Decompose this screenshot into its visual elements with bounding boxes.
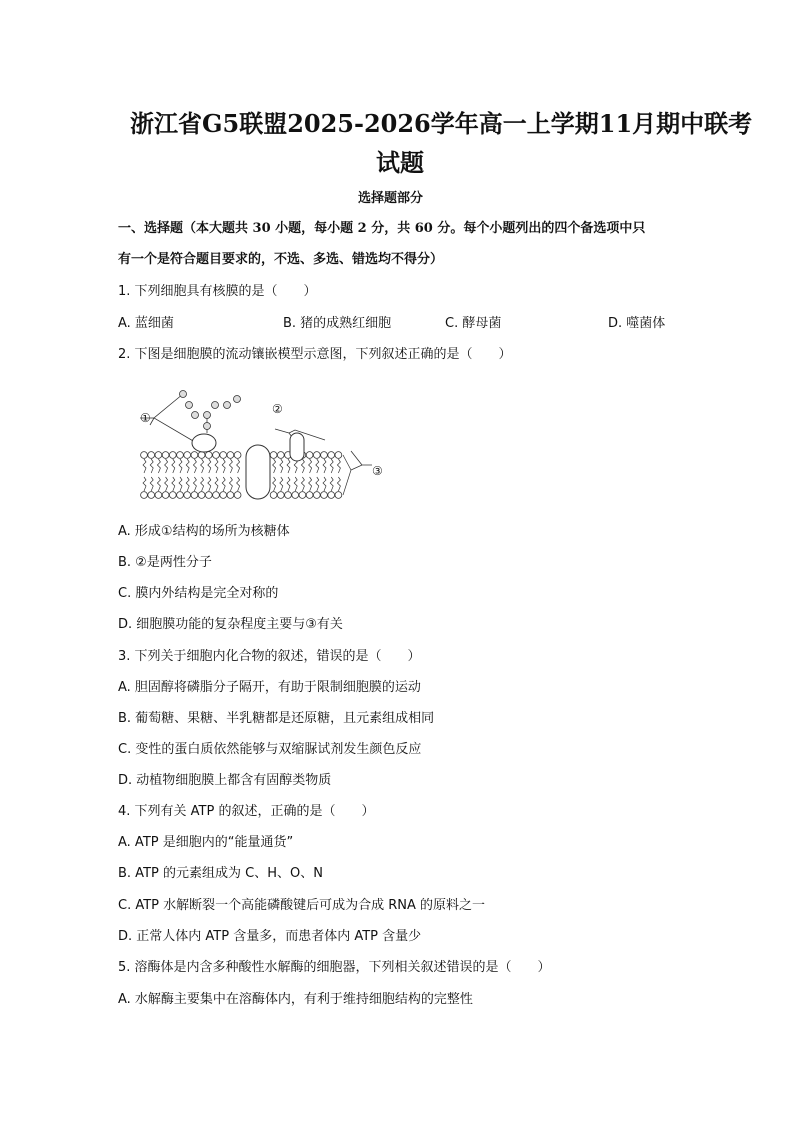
phospholipid-head	[141, 452, 148, 459]
phospholipid-tail	[193, 459, 196, 473]
phospholipid-tail	[165, 477, 168, 491]
phospholipid-tail	[201, 459, 204, 473]
phospholipid-head	[335, 452, 342, 459]
phospholipid-tail	[179, 477, 182, 491]
question-4-stem: 4. 下列有关 ATP 的叙述，正确的是（ ）	[118, 804, 375, 819]
phospholipid-tail	[215, 477, 218, 491]
phospholipid-tail	[301, 459, 304, 473]
phospholipid-head	[227, 452, 234, 459]
phospholipid-head	[177, 492, 184, 499]
phospholipid-head	[205, 492, 212, 499]
phospholipid-head	[299, 492, 306, 499]
instructions-line-1: 一、选择题（本大题共 30 小题，每小题 2 分，共 60 分。每个小题列出的四个备选项中只	[118, 221, 646, 236]
q1-option-c: C. 酵母菌	[445, 316, 502, 331]
phospholipid-head	[227, 492, 234, 499]
phospholipid-head	[306, 492, 313, 499]
label-3: ③	[372, 464, 383, 478]
phospholipid-head	[213, 492, 220, 499]
bilayer-bracket	[343, 455, 351, 495]
phospholipid-head	[234, 492, 241, 499]
peripheral-protein-shape	[290, 433, 304, 461]
phospholipid-head	[328, 492, 335, 499]
q4-option-c: C. ATP 水解断裂一个高能磷酸键后可成为合成 RNA 的原料之一	[118, 898, 486, 913]
phospholipid-head	[184, 452, 191, 459]
phospholipid-head	[277, 452, 284, 459]
phospholipid-tail	[208, 459, 211, 473]
question-1-stem: 1. 下列细胞具有核膜的是（ ）	[118, 284, 317, 299]
q4-option-d: D. 正常人体内 ATP 含量多，而患者体内 ATP 含量少	[118, 929, 422, 944]
q2-option-b: B. ②是两性分子	[118, 555, 212, 570]
phospholipid-head	[220, 492, 227, 499]
phospholipid-tail	[165, 459, 168, 473]
phospholipid-tail	[337, 477, 340, 491]
phospholipid-tail	[287, 477, 290, 491]
phospholipid-head	[198, 452, 205, 459]
phospholipid-tail	[186, 477, 189, 491]
phospholipid-tail	[222, 459, 225, 473]
phospholipid-tail	[323, 477, 326, 491]
q3-option-d: D. 动植物细胞膜上都含有固醇类物质	[118, 773, 332, 788]
phospholipid-head	[191, 452, 198, 459]
phospholipid-head	[148, 452, 155, 459]
phospholipid-tail	[294, 477, 297, 491]
glycoprotein-shape	[192, 434, 216, 452]
phospholipid-tail	[157, 459, 160, 473]
phospholipid-tail	[337, 459, 340, 473]
phospholipid-head	[148, 492, 155, 499]
phospholipid-head	[306, 452, 313, 459]
phospholipid-head	[198, 492, 205, 499]
q5-option-a: A. 水解酶主要集中在溶酶体内，有利于维持细胞结构的完整性	[118, 992, 473, 1007]
phospholipid-tail	[150, 459, 153, 473]
q4-option-a: A. ATP 是细胞内的“能量通货”	[118, 835, 294, 850]
phospholipid-tail	[150, 477, 153, 491]
phospholipid-tail	[309, 459, 312, 473]
phospholipid-head	[155, 452, 162, 459]
q2-option-a: A. 形成①结构的场所为核糖体	[118, 524, 290, 539]
q1-option-d: D. 噬菌体	[608, 316, 666, 331]
question-3-stem: 3. 下列关于细胞内化合物的叙述，错误的是（ ）	[118, 649, 421, 664]
phospholipid-tail	[237, 459, 240, 473]
section-heading: 选择题部分	[358, 191, 424, 206]
phospholipid-tail	[273, 459, 276, 473]
phospholipid-tail	[172, 459, 175, 473]
phospholipid-tail	[201, 477, 204, 491]
phospholipid-tail	[229, 477, 232, 491]
phospholipid-tail	[280, 477, 283, 491]
phospholipid-tail	[237, 477, 240, 491]
q3-option-a: A. 胆固醇将磷脂分子隔开，有助于限制细胞膜的运动	[118, 680, 421, 695]
phospholipid-tail	[208, 477, 211, 491]
phospholipid-head	[177, 452, 184, 459]
phospholipid-head	[169, 452, 176, 459]
phospholipid-head	[162, 452, 169, 459]
phospholipid-head	[270, 452, 277, 459]
phospholipid-head	[292, 492, 299, 499]
phospholipid-head	[220, 452, 227, 459]
phospholipid-head	[335, 492, 342, 499]
q2-option-d: D. 细胞膜功能的复杂程度主要与③有关	[118, 617, 343, 632]
phospholipid-tail	[186, 459, 189, 473]
question-5-stem: 5. 溶酶体是内含多种酸性水解酶的细胞器，下列相关叙述错误的是（ ）	[118, 960, 551, 975]
q3-option-c: C. 变性的蛋白质依然能够与双缩脲试剂发生颜色反应	[118, 742, 422, 757]
phospholipid-head	[321, 492, 328, 499]
q1-option-a: A. 蓝细菌	[118, 316, 174, 331]
phospholipid-tail	[229, 459, 232, 473]
phospholipid-head	[184, 492, 191, 499]
phospholipid-tail	[215, 459, 218, 473]
phospholipid-tail	[179, 459, 182, 473]
phospholipid-tail	[316, 459, 319, 473]
instructions-line-2: 有一个是符合题目要求的，不选、多选、错选均不得分）	[118, 252, 444, 267]
phospholipid-tail	[143, 459, 146, 473]
phospholipid-tail	[172, 477, 175, 491]
phospholipid-head	[277, 492, 284, 499]
phospholipid-head	[313, 492, 320, 499]
phospholipid-tail	[143, 477, 146, 491]
cell-membrane-diagram	[140, 385, 385, 500]
phospholipid-tail	[316, 477, 319, 491]
phospholipid-head	[213, 452, 220, 459]
question-2-stem: 2. 下图是细胞膜的流动镶嵌模型示意图，下列叙述正确的是（ ）	[118, 347, 512, 362]
q4-option-b: B. ATP 的元素组成为 C、H、O、N	[118, 866, 323, 881]
phospholipid-tail	[222, 477, 225, 491]
phospholipid-tail	[157, 477, 160, 491]
phospholipid-head	[141, 492, 148, 499]
phospholipid-head	[234, 452, 241, 459]
phospholipid-tail	[323, 459, 326, 473]
phospholipid-head	[328, 452, 335, 459]
phospholipid-tail	[280, 459, 283, 473]
phospholipid-tail	[330, 459, 333, 473]
phospholipid-tail	[309, 477, 312, 491]
phospholipid-head	[205, 452, 212, 459]
phospholipid-tail	[301, 477, 304, 491]
q1-option-b: B. 猪的成熟红细胞	[283, 316, 392, 331]
phospholipid-tail	[193, 477, 196, 491]
title-line-2: 试题	[376, 148, 424, 177]
phospholipid-head	[313, 452, 320, 459]
title-line-1: 浙江省G5联盟2025-2026学年高一上学期11月期中联考	[130, 109, 753, 138]
label-2: ②	[272, 402, 283, 416]
phospholipid-tail	[287, 459, 290, 473]
q3-option-b: B. 葡萄糖、果糖、半乳糖都是还原糖，且元素组成相同	[118, 711, 435, 726]
phospholipid-head	[155, 492, 162, 499]
phospholipid-head	[169, 492, 176, 499]
phospholipid-head	[191, 492, 198, 499]
phospholipid-tail	[273, 477, 276, 491]
phospholipid-tail	[330, 477, 333, 491]
phospholipid-head	[285, 492, 292, 499]
q2-option-c: C. 膜内外结构是完全对称的	[118, 586, 279, 601]
label-1: ①	[140, 411, 151, 425]
phospholipid-head	[270, 492, 277, 499]
phospholipid-head	[321, 452, 328, 459]
phospholipid-head	[162, 492, 169, 499]
channel-protein-shape	[246, 445, 270, 499]
